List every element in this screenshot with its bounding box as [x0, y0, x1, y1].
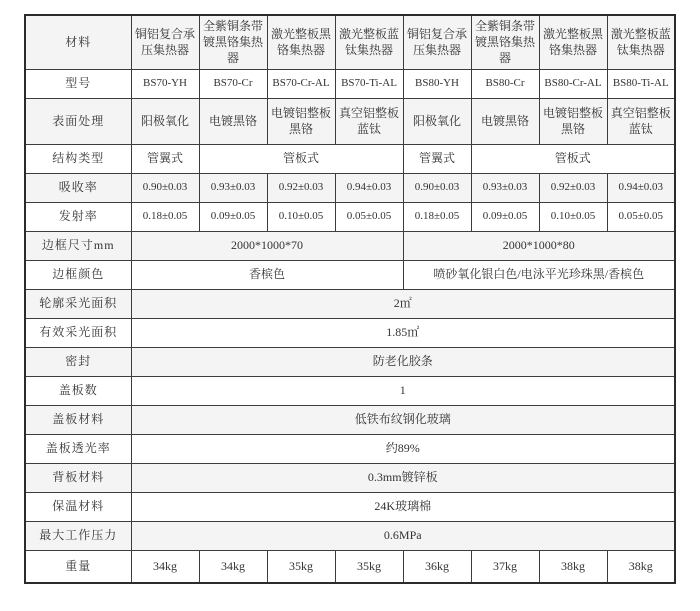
value-cell: 35kg — [267, 550, 335, 583]
row-label: 发射率 — [25, 202, 131, 231]
table-row — [25, 434, 675, 463]
value-cell: 0.05±0.05 — [607, 202, 675, 231]
row-label: 背板材料 — [25, 463, 131, 492]
value-cell: 1 — [131, 376, 675, 405]
value-cell: 铜铝复合承压集热器 — [403, 15, 471, 69]
value-cell: 全紫铜条带镀黑铬集热器 — [471, 15, 539, 69]
value-cell: 0.09±0.05 — [471, 202, 539, 231]
value-cell: BS70-Cr — [199, 69, 267, 98]
table-row — [25, 376, 675, 405]
value-cell: 0.92±0.03 — [267, 173, 335, 202]
value-cell: BS80-YH — [403, 69, 471, 98]
value-cell: 0.94±0.03 — [335, 173, 403, 202]
value-cell: 阳极氧化 — [131, 98, 199, 144]
value-cell: 2㎡ — [131, 289, 675, 318]
value-cell: 激光整板蓝钛集热器 — [335, 15, 403, 69]
value-cell: 低铁布纹钢化玻璃 — [131, 405, 675, 434]
table-row — [25, 521, 675, 550]
value-cell: 管板式 — [199, 144, 403, 173]
table-row — [25, 144, 675, 173]
value-cell: 香槟色 — [131, 260, 403, 289]
value-cell: 0.92±0.03 — [539, 173, 607, 202]
value-cell: 全紫铜条带镀黑铬集热器 — [199, 15, 267, 69]
value-cell: 0.10±0.05 — [539, 202, 607, 231]
value-cell: 2000*1000*80 — [403, 231, 675, 260]
value-cell: 35kg — [335, 550, 403, 583]
row-label: 型号 — [25, 69, 131, 98]
table-row — [25, 289, 675, 318]
value-cell: 真空铝整板蓝钛 — [607, 98, 675, 144]
value-cell: 真空铝整板蓝钛 — [335, 98, 403, 144]
value-cell: BS80-Cr-AL — [539, 69, 607, 98]
value-cell: 0.6MPa — [131, 521, 675, 550]
value-cell: 0.18±0.05 — [131, 202, 199, 231]
value-cell: 0.3mm镀锌板 — [131, 463, 675, 492]
value-cell: 管翼式 — [403, 144, 471, 173]
table-row — [25, 15, 675, 69]
value-cell: 2000*1000*70 — [131, 231, 403, 260]
table-row — [25, 492, 675, 521]
row-label: 密封 — [25, 347, 131, 376]
value-cell: 铜铝复合承压集热器 — [131, 15, 199, 69]
table-row — [25, 202, 675, 231]
value-cell: BS80-Cr — [471, 69, 539, 98]
value-cell: 24K玻璃棉 — [131, 492, 675, 521]
table-row — [25, 463, 675, 492]
value-cell: 36kg — [403, 550, 471, 583]
value-cell: 34kg — [199, 550, 267, 583]
value-cell: 38kg — [607, 550, 675, 583]
value-cell: 0.90±0.03 — [403, 173, 471, 202]
value-cell: 0.90±0.03 — [131, 173, 199, 202]
value-cell: 管板式 — [471, 144, 675, 173]
row-label: 有效采光面积 — [25, 318, 131, 347]
value-cell: 电镀铝整板黑铬 — [267, 98, 335, 144]
table-row — [25, 173, 675, 202]
row-label: 结构类型 — [25, 144, 131, 173]
value-cell: 1.85㎡ — [131, 318, 675, 347]
table-row — [25, 231, 675, 260]
row-label: 吸收率 — [25, 173, 131, 202]
value-cell: 37kg — [471, 550, 539, 583]
value-cell: 0.05±0.05 — [335, 202, 403, 231]
row-label: 材料 — [25, 15, 131, 69]
row-label: 盖板材料 — [25, 405, 131, 434]
value-cell: BS70-Cr-AL — [267, 69, 335, 98]
value-cell: 阳极氧化 — [403, 98, 471, 144]
value-cell: 0.94±0.03 — [607, 173, 675, 202]
table-row — [25, 550, 675, 583]
spec-table-body — [25, 15, 675, 583]
row-label: 重量 — [25, 550, 131, 583]
value-cell: BS80-Ti-AL — [607, 69, 675, 98]
value-cell: 管翼式 — [131, 144, 199, 173]
value-cell: 电镀黑铬 — [199, 98, 267, 144]
value-cell: 防老化胶条 — [131, 347, 675, 376]
value-cell: 38kg — [539, 550, 607, 583]
spec-table — [24, 14, 676, 584]
row-label: 盖板透光率 — [25, 434, 131, 463]
value-cell: 34kg — [131, 550, 199, 583]
table-row — [25, 318, 675, 347]
value-cell: 0.93±0.03 — [471, 173, 539, 202]
table-row — [25, 405, 675, 434]
value-cell: 电镀黑铬 — [471, 98, 539, 144]
row-label: 轮廓采光面积 — [25, 289, 131, 318]
value-cell: 约89% — [131, 434, 675, 463]
row-label: 保温材料 — [25, 492, 131, 521]
row-label: 盖板数 — [25, 376, 131, 405]
table-row — [25, 98, 675, 144]
table-row — [25, 69, 675, 98]
row-label: 边框颜色 — [25, 260, 131, 289]
row-label: 表面处理 — [25, 98, 131, 144]
value-cell: 0.09±0.05 — [199, 202, 267, 231]
row-label: 边框尺寸mm — [25, 231, 131, 260]
value-cell: 0.93±0.03 — [199, 173, 267, 202]
value-cell: 0.18±0.05 — [403, 202, 471, 231]
value-cell: 0.10±0.05 — [267, 202, 335, 231]
table-row — [25, 260, 675, 289]
row-label: 最大工作压力 — [25, 521, 131, 550]
value-cell: BS70-Ti-AL — [335, 69, 403, 98]
value-cell: 喷砂氧化银白色/电泳平光珍珠黑/香槟色 — [403, 260, 675, 289]
value-cell: 激光整板黑铬集热器 — [267, 15, 335, 69]
value-cell: BS70-YH — [131, 69, 199, 98]
table-row — [25, 347, 675, 376]
value-cell: 激光整板蓝钛集热器 — [607, 15, 675, 69]
value-cell: 激光整板黑铬集热器 — [539, 15, 607, 69]
value-cell: 电镀铝整板黑铬 — [539, 98, 607, 144]
